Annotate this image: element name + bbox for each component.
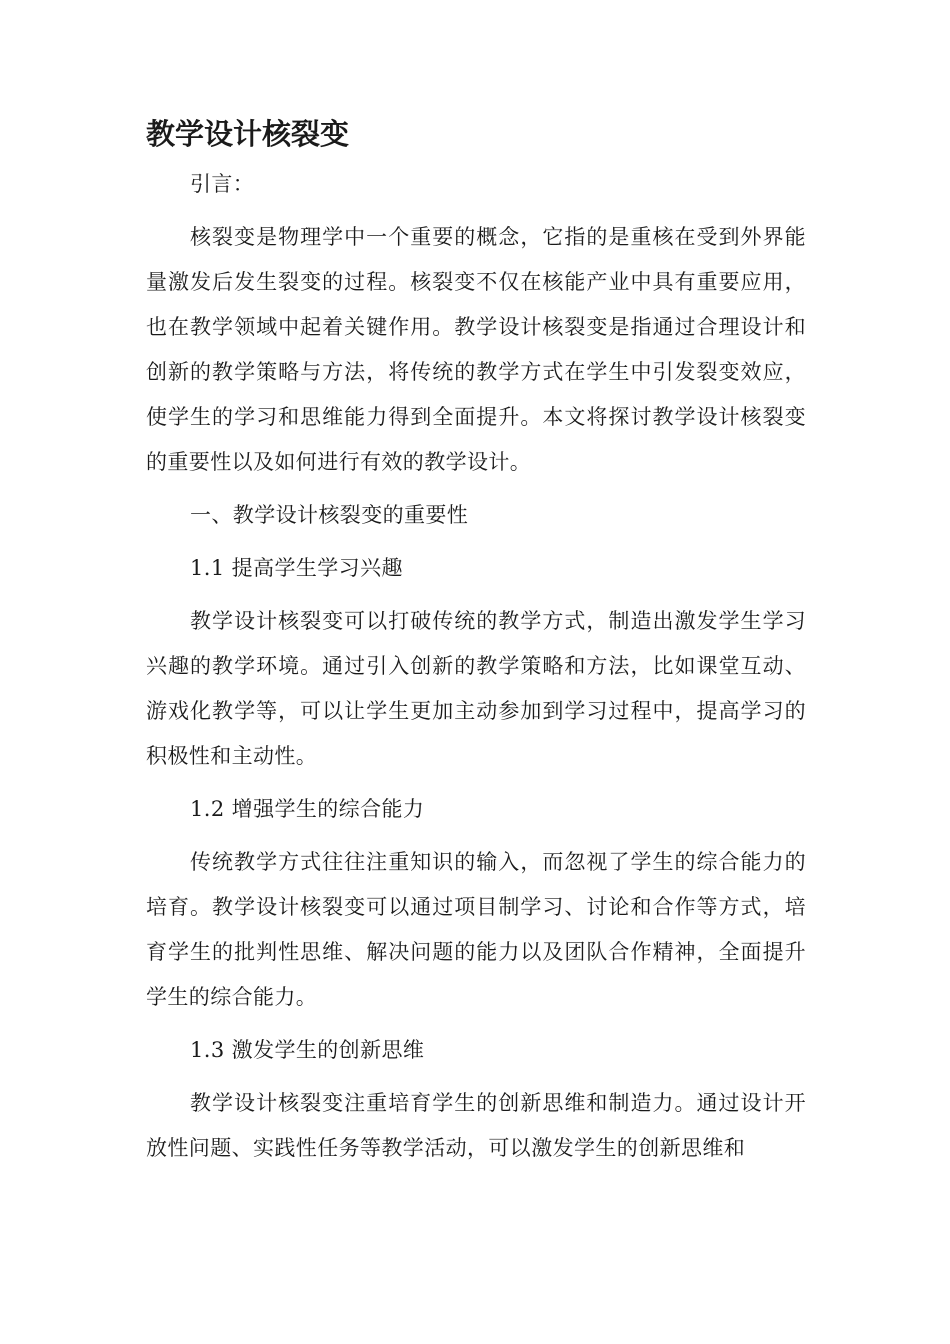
document-title: 教学设计核裂变 — [146, 117, 350, 151]
intro-label: 引言： — [190, 172, 255, 196]
subsection-heading-innovation: 1.3 激发学生的创新思维 — [190, 1038, 425, 1062]
subsection-paragraph-abilities: 传统教学方式往往注重知识的输入，而忽视了学生的综合能力的培育。教学设计核裂变可以通过项目制学习、讨论和合作等方式，培育学生的批判性思维、解决问题的能力以及团队合作精神，全面提升学生的综合能力。 — [146, 850, 806, 1009]
subsection-paragraph-innovation: 教学设计核裂变注重培育学生的创新思维和制造力。通过设计开放性问题、实践性任务等教学活动，可以激发学生的创新思维和 — [146, 1091, 806, 1160]
subsection-paragraph-interest: 教学设计核裂变可以打破传统的教学方式，制造出激发学生学习兴趣的教学环境。通过引入创新的教学策略和方法，比如课堂互动、游戏化教学等，可以让学生更加主动参加到学习过程中，提高学习的积极性和主动性。 — [146, 609, 806, 768]
section-heading-importance: 一、教学设计核裂变的重要性 — [190, 503, 469, 527]
document-body — [146, 112, 806, 1179]
subsection-heading-abilities: 1.2 增强学生的综合能力 — [190, 797, 425, 821]
subsection-heading-interest: 1.1 提高学生学习兴趣 — [190, 556, 403, 580]
intro-paragraph: 核裂变是物理学中一个重要的概念，它指的是重核在受到外界能量激发后发生裂变的过程。核裂变不仅在核能产业中具有重要应用，也在教学领域中起着关键作用。教学设计核裂变是指通过合理设计和创新的教学策略与方法，将传统的教学方式在学生中引发裂变效应，使学生的学习和思维能力得到全面提升。本文将探讨教学设计核裂变的重要性以及如何进行有效的教学设计。 — [146, 225, 806, 474]
